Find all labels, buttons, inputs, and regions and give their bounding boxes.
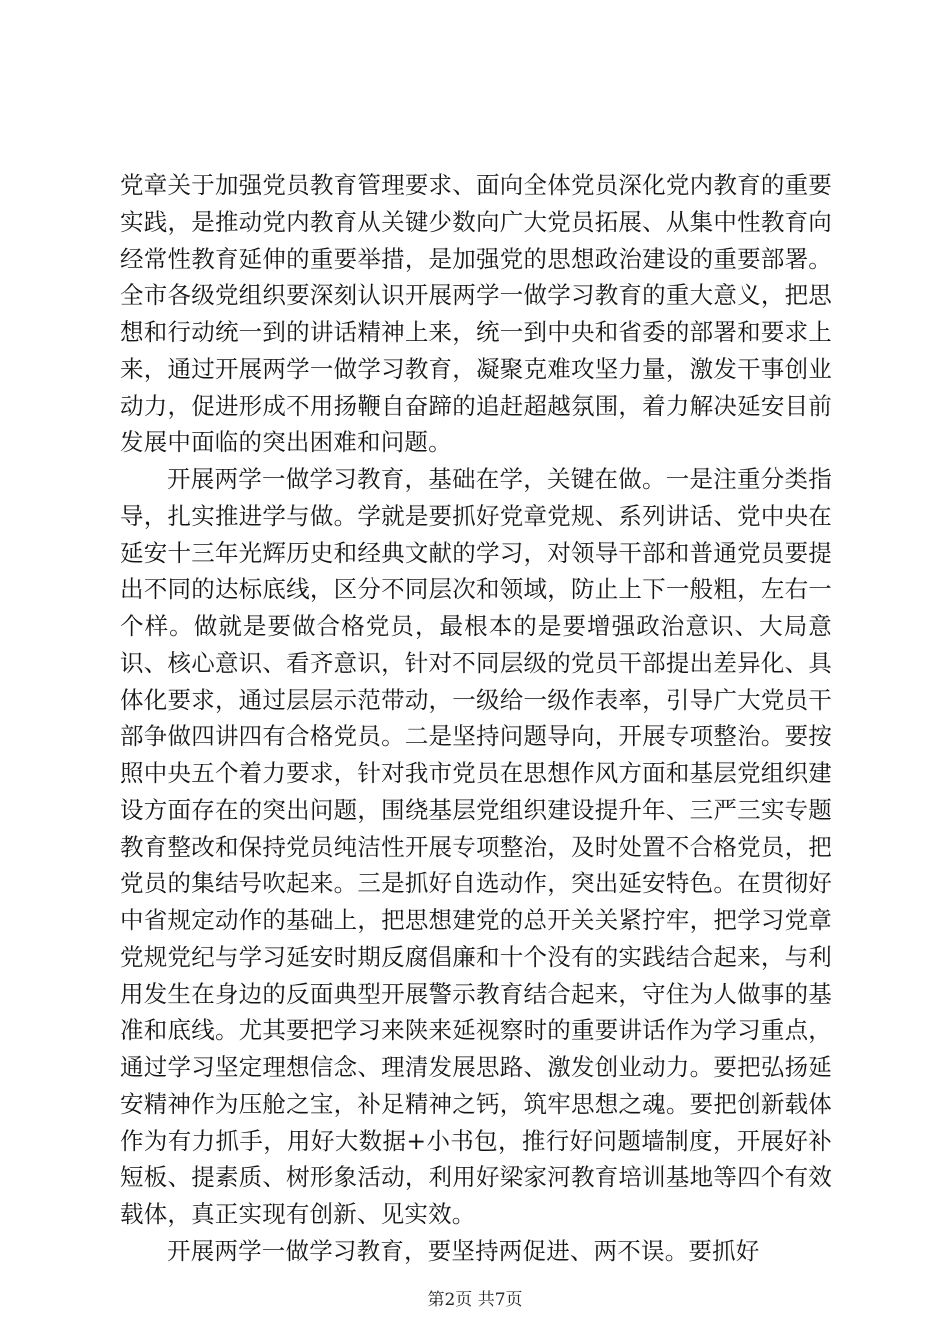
paragraph-1: 党章关于加强党员教育管理要求、面向全体党员深化党内教育的重要实践，是推动党内教育从关键少数向广大党员拓展、从集中性教育向经常性教育延伸的重要举措，是加强党的思想政治建设的重要部署。全市各级党组织要深刻认识开展两学一做学习教育的重大意义，把思想和行动统一到的讲话精神上来，统一到中央和省委的部署和要求上来，通过开展两学一做学习教育，凝聚克难攻坚力量，激发干事创业动力，促进形成不用扬鞭自奋蹄的追赶超越氛围，着力解决延安目前发展中面临的突出困难和问题。 [120,171,832,457]
paragraph-2: 开展两学一做学习教育，基础在学，关键在做。一是注重分类指导，扎实推进学与做。学就是要抓好党章党规、系列讲话、党中央在延安十三年光辉历史和经典文献的学习，对领导干部和普通党员要提出不同的达标底线，区分不同层次和领域，防止上下一般粗，左右一个样。做就是要做合格党员，最根本的是要增强政治意识、大局意识、核心意识、看齐意识，针对不同层级的党员干部提出差异化、具体化要求，通过层层示范带动，一级给一级作表率，引导广大党员干部争做四讲四有合格党员。二是坚持问题导向，开展专项整治。要按照中央五个着力要求，针对我市党员在思想作风方面和基层党组织建设方面存在的突出问题，围绕基层党组织建设提升年、三严三实专题教育整改和保持党员纯洁性开展专项整治，及时处置不合格党员，把党员的集结号吹起来。三是抓好自选动作，突出延安特色。在贯彻好中省规定动作的基础上，把思想建党的总开关关紧拧牢，把学习党章党规党纪与学习延安时期反腐倡廉和十个没有的实践结合起来，与利用发生在身边的反面典型开展警示教育结合起来，守住为人做事的基准和底线。尤其要把学习来陕来延视察时的重要讲话作为学习重点，通过学习坚定理想信念、理清发展思路、激发创业动力。要把弘扬延安精神作为压舱之宝，补足精神之钙，筑牢思想之魂。要把创新载体作为有力抓手，用好大数据+小书包，推行好问题墙制度，开展好补短板、提素质、树形象活动，利用好梁家河教育培训基地等四个有效载体，真正实现有创新、见实效。 [120,465,832,1228]
document-body [120,167,832,1270]
page-number-footer: 第2页 共7页 [427,1290,523,1310]
paragraph-3: 开展两学一做学习教育，要坚持两促进、两不误。要抓好 [167,1236,760,1265]
